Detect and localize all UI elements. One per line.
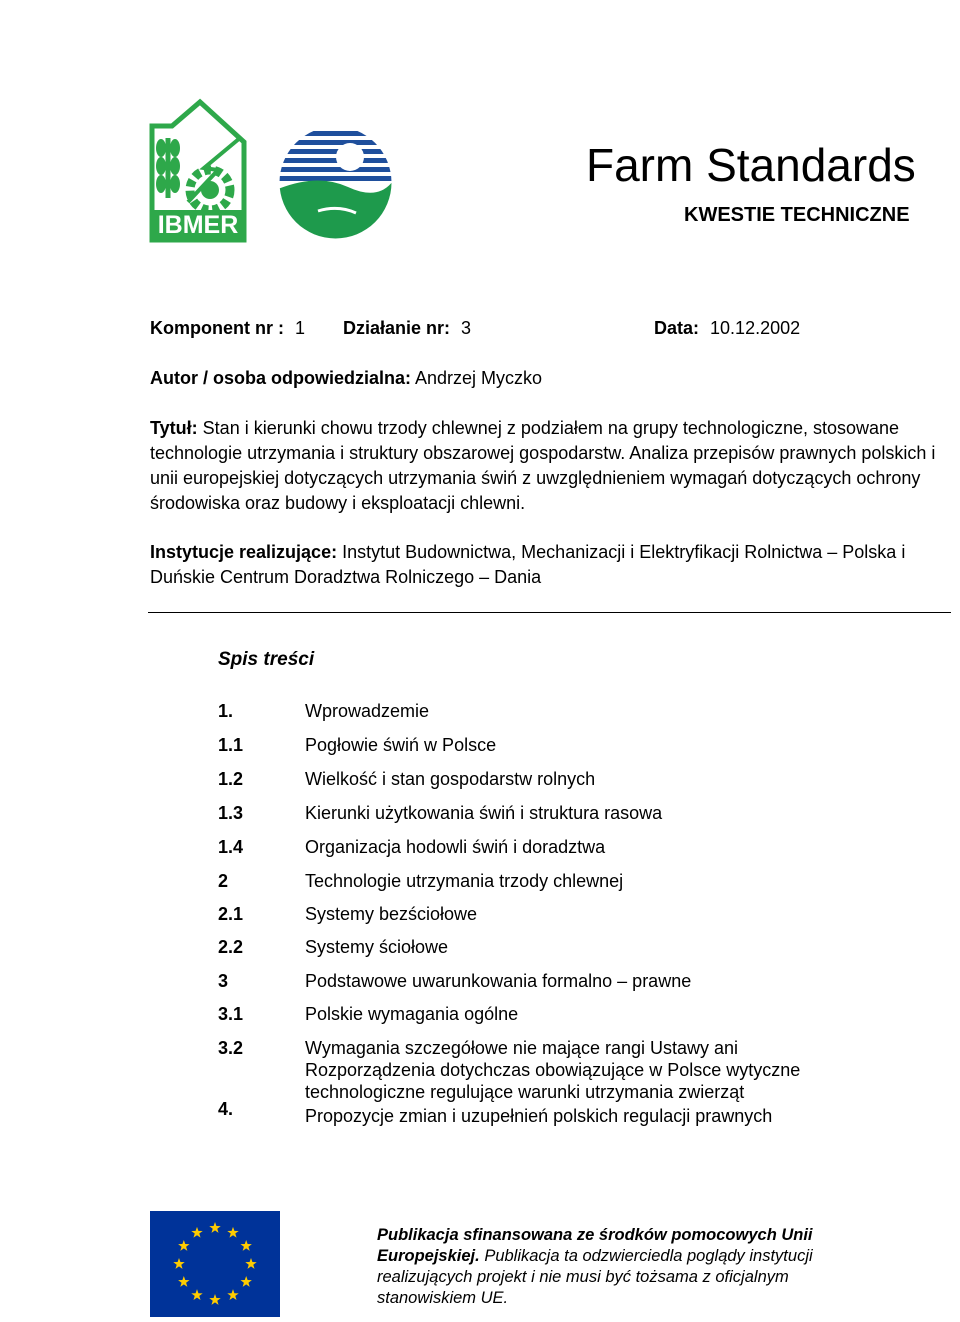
toc-item-text: Podstawowe uwarunkowania formalno – prawne: [305, 971, 692, 991]
author-label: Autor / osoba odpowiedzialna:: [150, 368, 411, 388]
toc-item-number: 2.1: [218, 904, 244, 924]
publication-note-text: Publikacja ta odzwierciedla poglądy instytucji realizujących projekt i nie musi być tożsama z oficjalnym stanowiskiem UE.: [377, 1247, 813, 1307]
toc-item-number: 1.2: [218, 769, 244, 789]
institutions-text: Instytut Budownictwa, Mechanizacji i Elektryfikacji Rolnictwa – Polska i Duńskie Centrum Doradztwa Rolniczego – Dania: [150, 542, 906, 587]
ibmer-logo-text: IBMER: [157, 211, 239, 239]
toc-item-text: Systemy ściołowe: [305, 937, 449, 957]
toc-item-number: 3.1: [218, 1004, 244, 1024]
publication-note: [377, 1225, 867, 1309]
action-value: 3: [461, 318, 472, 338]
ibmer-logo: [148, 98, 248, 246]
toc-item-text: Pogłowie świń w Polsce: [305, 735, 497, 755]
title-text: Stan i kierunki chowu trzody chlewnej z podziałem na grupy technologiczne, stosowane technologie utrzymania i struktury obszarowej gospodarstw. Analiza przepisów prawnych polskich i unii europejskiej dotyczących utrzymania świń z uwzględnieniem wymagań dotyczących ochrony środowiska oraz budowy i eksploatacji chlewni.: [150, 418, 936, 513]
landscape-emblem: [278, 125, 393, 240]
toc-item-text: Propozycje zmian i uzupełnień polskich regulacji prawnych: [305, 1106, 773, 1126]
component-row: [150, 318, 305, 339]
toc-item-text: Kierunki użytkowania świń i struktura rasowa: [305, 803, 663, 823]
title-label: Tytuł:: [150, 418, 198, 438]
document-title: Farm Standards: [586, 139, 916, 191]
toc-item-number: 3.2: [218, 1038, 244, 1058]
action-row: [343, 318, 471, 339]
toc-item-text: Polskie wymagania ogólne: [305, 1004, 519, 1024]
toc-item-number: 4.: [218, 1099, 234, 1119]
title-paragraph: [150, 416, 940, 516]
toc-item-number: 1.4: [218, 837, 244, 857]
toc-item-number: 1.1: [218, 735, 244, 755]
author-value: Andrzej Myczko: [415, 368, 543, 388]
action-label: Działanie nr:: [343, 318, 451, 338]
institutions-label: Instytucje realizujące:: [150, 542, 338, 562]
toc-item-text: Wymagania szczegółowe nie mające rangi Ustawy ani Rozporządzenia dotychczas obowiązujące w Polsce wytyczne technologiczne regulujące warunki utrzymania zwierząt: [305, 1038, 801, 1102]
toc-item-text: Organizacja hodowli świń i doradztwa: [305, 837, 606, 857]
toc-item-number: 2.2: [218, 937, 244, 957]
toc-item-number: 1.3: [218, 803, 244, 823]
publication-note-bold: Publikacja sfinansowana ze środków pomocowych Unii Europejskiej.: [377, 1226, 813, 1265]
component-label: Komponent nr :: [150, 318, 284, 338]
institutions-paragraph: [150, 540, 940, 590]
toc-heading: Spis treści: [218, 649, 315, 670]
toc-item-text: Wielkość i stan gospodarstw rolnych: [305, 769, 596, 789]
eu-flag: [150, 1211, 280, 1317]
document-subtitle: KWESTIE TECHNICZNE: [684, 204, 910, 226]
date-row: [654, 318, 800, 339]
date-label: Data:: [654, 318, 700, 338]
toc-item-text: Wprowadzemie: [305, 701, 430, 721]
section-divider: [148, 612, 951, 613]
date-value: 10.12.2002: [710, 318, 801, 338]
toc-item-text: Systemy bezściołowe: [305, 904, 478, 924]
author-row: [150, 368, 542, 389]
component-value: 1: [295, 318, 306, 338]
toc-item-number: 3: [218, 971, 229, 991]
toc-item-number: 2: [218, 871, 229, 891]
toc-item-number: 1.: [218, 701, 234, 721]
toc-item-text: Technologie utrzymania trzody chlewnej: [305, 871, 624, 891]
